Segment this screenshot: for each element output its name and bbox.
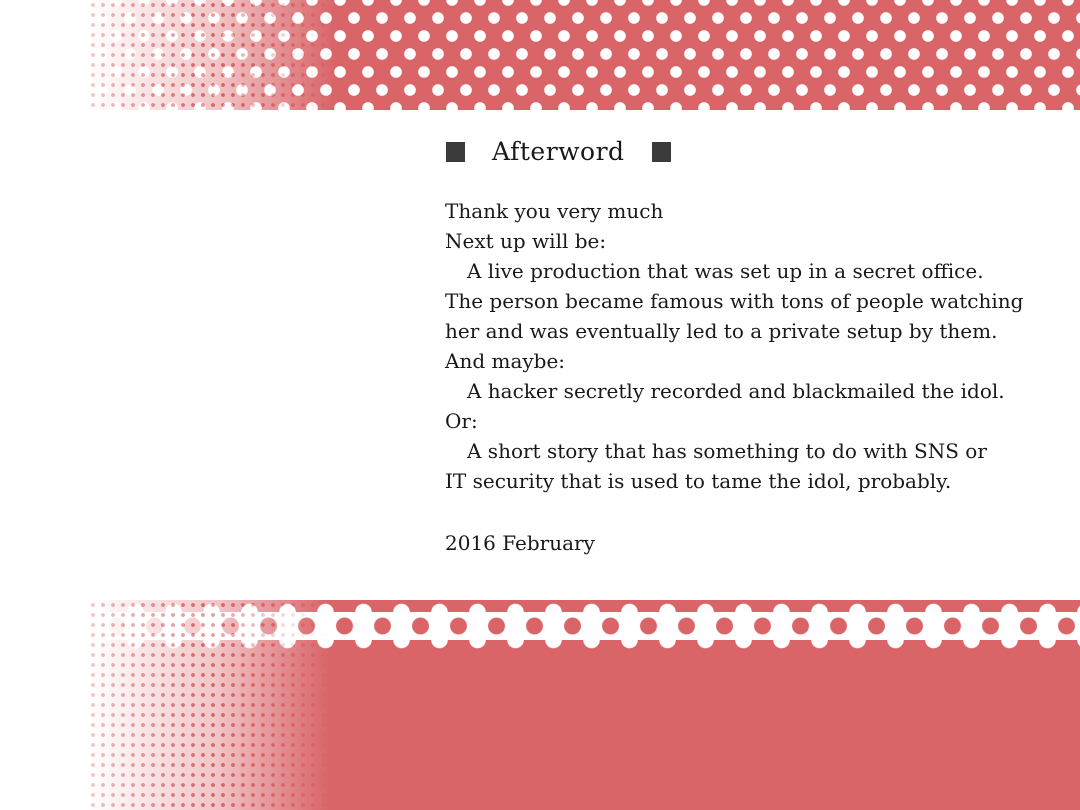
date-line: 2016 February [445, 531, 595, 555]
lace-dotted-strip [88, 612, 1080, 640]
black-square-icon [652, 142, 671, 162]
body-line: The person became famous with tons of people watching [445, 289, 1024, 313]
solid-red-block [88, 640, 1080, 810]
body-line: Thank you very much [445, 199, 664, 223]
black-square-icon [446, 142, 465, 162]
body-line: IT security that is used to tame the idol, probably. [445, 469, 952, 493]
top-halftone-banner [0, 0, 1080, 110]
afterword-title-row [446, 137, 671, 166]
body-line: A live production that was set up in a secret office. [467, 259, 984, 283]
page-title: Afterword [492, 137, 625, 166]
body-line: Next up will be: [445, 229, 607, 253]
body-line: A hacker secretly recorded and blackmailed the idol. [467, 379, 1005, 403]
lace-top-strip [88, 600, 1080, 612]
top-polka-dot-band [88, 0, 1080, 110]
body-line: A short story that has something to do with SNS or [467, 439, 987, 463]
body-line: And maybe: [445, 349, 566, 373]
body-line: Or: [445, 409, 478, 433]
body-line: her and was eventually led to a private setup by them. [445, 319, 998, 343]
afterword-body [445, 196, 1030, 558]
bottom-halftone-banner [0, 600, 1080, 810]
bottom-lace-band [88, 600, 1080, 810]
